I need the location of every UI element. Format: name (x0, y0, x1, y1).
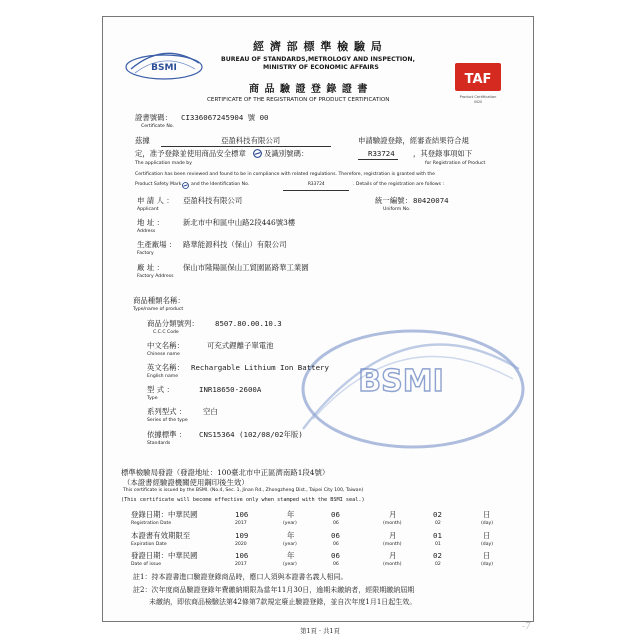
standards-value: CNS15364 (102/08/02年版) (199, 430, 303, 439)
applicant-label: 申 請 人 ： (137, 196, 174, 205)
certificate-title-en: CERTIFICATE OF THE REGISTRATION OF PRODUCT CERTIFICATION (207, 97, 390, 103)
statement-line2: 定，准予登錄並使用商品安全標章 (135, 149, 246, 158)
handwritten-mark: -7 (522, 622, 531, 632)
chinese-name-label: 中文名稱： (147, 341, 184, 350)
note-1: 註1：持本證書進口驗證登錄商品時，應口人須與本證書名義人相同。 (133, 573, 348, 581)
product-section-label-en: Type/name of product (133, 307, 184, 312)
reg-month: 06 (331, 510, 340, 519)
statement-line4-c: . Details of the registration are follows : (353, 182, 444, 187)
series-value: 空白 (203, 407, 218, 416)
factory-address-value: 保山市隆陽區保山工貿園區路華工業園 (183, 263, 309, 272)
issuer-line-3: This certificate is issued by the BSMI. (No.4, Sec. 1, Jinan Rd., Zhongzheng Dist., Taipei City 100, Taiwan) (123, 488, 364, 493)
factory-address-label: 廠 址 ： (137, 263, 164, 272)
factory-label-en: Factory (137, 251, 154, 256)
applicant-value: 亞盈科技有限公司 (183, 196, 243, 205)
taf-logo-icon (453, 59, 503, 107)
factory-address-label-en: Factory Address (137, 274, 174, 279)
statement-line4-b: and the Identification No. (191, 182, 250, 187)
factory-label: 生產廠場 ： (137, 240, 177, 249)
cert-no-label-en: Certificate No. (141, 124, 174, 129)
bsmi-logo-icon (123, 39, 205, 85)
exp-year: 109 (235, 531, 249, 540)
reg-day: 02 (433, 510, 442, 519)
svg-text:TAF: TAF (464, 72, 492, 87)
svg-text:0020: 0020 (473, 100, 483, 104)
issuer-line-2: （本證書經驗證機關使用鋼印後生效） (123, 478, 249, 487)
issue-year: 106 (235, 551, 249, 560)
svg-text:Product Certification: Product Certification (459, 95, 497, 99)
statement-line4-id: R33724 (308, 182, 325, 187)
uniform-no-label: 統一編號： (375, 196, 412, 205)
statement-line4-a: Product Safety Mark (135, 182, 182, 187)
ccc-label: 商品分類號列： (147, 319, 199, 328)
bsmi-watermark-icon (293, 309, 525, 459)
standards-label: 依據標準 ： (147, 430, 187, 439)
issue-month: 06 (331, 551, 340, 560)
factory-value: 路華能源科技（保山）有限公司 (183, 240, 287, 249)
standards-label-en: Standards (147, 441, 171, 446)
uniform-no-label-en: Uniform No. (383, 207, 411, 212)
type-value: INR18650-2600A (199, 385, 262, 394)
exp-month: 06 (331, 531, 340, 540)
statement-prefix: 茲據 (135, 136, 150, 145)
bureau-name-en-2: MINISTRY OF ECONOMIC AFFAIRS (263, 64, 379, 71)
series-label-en: Series of the type (147, 418, 188, 423)
issue-date-label: 發證日期：中華民國 (131, 551, 198, 560)
reg-year: 106 (235, 510, 249, 519)
series-label: 系列型式 ： (147, 407, 187, 416)
cert-no-value: CI336067245904 號 00 (181, 113, 269, 122)
chinese-name-label-en: Chinese name (147, 352, 180, 357)
type-label-en: Type (147, 396, 158, 401)
bureau-name-zh: 經 濟 部 標 準 檢 驗 局 (253, 40, 383, 53)
address-label-en: Address (137, 229, 156, 234)
page-number: 第1頁 · 共1頁 (300, 627, 340, 635)
statement-id-value: R33724 (368, 149, 395, 158)
statement-tail: 申請驗證登錄，經審查結果符合規 (358, 136, 469, 145)
address-label: 地 址 ： (137, 218, 164, 227)
svg-text:BSMI: BSMI (358, 364, 444, 399)
certificate-title-zh: 商 品 驗 證 登 錄 證 書 (249, 84, 369, 95)
statement-app-made-en: The application made by (135, 161, 192, 166)
statement-line3-en: Certification has been reviewed and found to be in compliance with related regulations. Therefore, registration is granted with the (135, 172, 435, 177)
type-label: 型 式 ： (147, 385, 174, 394)
bureau-name-en-1: BUREAU OF STANDARDS,METROLOGY AND INSPECTION, (221, 56, 415, 63)
statement-line2-tail: ，其登錄事項如下 (413, 149, 473, 158)
statement-registration-en: for Registration of Product (425, 161, 486, 166)
issuer-line-4: (This certificate will become effective only when stamped with the BSMI seal.) (121, 497, 365, 503)
note-2b: 未繳納，即依商品檢驗法第42條第7款規定廢止驗證登錄，並自次年度1月1日起生效。 (149, 598, 417, 606)
ccc-value: 8507.80.00.10.3 (215, 319, 282, 328)
statement-line2-mid: 及識別號碼： (264, 149, 309, 158)
svg-text:BSMI: BSMI (151, 63, 177, 73)
statement-company: 亞盈科技有限公司 (221, 136, 281, 145)
note-2a: 註2：次年度商品驗證登錄年費繳納期限為當年11月30日，逾期未繳納者，經限期繳納屆期 (133, 586, 415, 594)
english-name-label-en: English name (147, 374, 179, 379)
exp-date-label: 本證書有效期限至 (131, 531, 191, 540)
certificate-document: BSMI 經 濟 部 標 準 檢 驗 局 BUREAU OF STANDARDS,METROLOGY AND INSPECTION, MINISTRY OF ECONOMIC AFFAIRS TAF Product Certification 0020 商 品 驗 證 登 錄 證 書 CERTIFICATE OF THE REGISTRATION OF PRODUCT CERTIFICATION 證書號碼： CI336067245904 號 00 Certificate No. 茲據 亞盈科技有限公司 申請驗證登錄，經審查結果符合規 定，准予登錄並使用商品安全標章 及識別號碼： R33724 ，其登錄事項如下 The application made by for Registration of Product Certification has been reviewed and found to be in compliance with related regulations. Therefore, registration is granted with the Product Safety Mark and the Identification No. R33724 . Details of the registration are follows : 申 請 人 ： 亞盈科技有限公司 Applicant 統一編號： 80420074 Uniform No. 地 址 ： 新北市中和區中山路2段446號3樓 Address 生產廠場 ： 路華能源科技（保山）有限公司 Factory 廠 址 ： 保山市隆陽區保山工貿園區路華工業園 Factory Address BSMI 商品種類名稱： Type/name of product 商品分類號列： 8507.80.00.10.3 C.C.C Code 中文名稱： 可充式鋰離子單電池 Chinese name 英文名稱： Rechargable Lithium Ion Battery English name 型 式 ： INR18650-2600A Type 系列型式 ： 空白 Series of the type 依據標準 ： CNS15364 (102/08/02年版) Standards 標準檢驗局發證（發證地址：100臺北市中正區濟南路1段4號） （本證書經驗證機關使用鋼印後生效） This certificate is issued by the BSMI. (No.4, Sec. 1, Jinan Rd., Zhongzheng Dist., Taipei City 100, Taiwan) (This certificate will become effective only when stamped with the BSMI seal.) 登錄日期：中華民國 106 年 06 月 02 日 Registration Date 2017 (year) 06 (month) 02 (day) 本證書有效期限至 109 年 06 月 01 日 Expiration Date 2020 (year) 06 (month) 01 (day) 發證日期：中華民國 106 年 06 月 02 日 Date of issue 2017 (year) 06 (month) 02 (day) 註1：持本證書進口驗證登錄商品時，應口人須與本證書名義人相同。 註2：次年度商品驗證登錄年費繳納期限為當年11月30日，逾期未繳納者，經限期繳納屆期 未繳納，即依商品檢驗法第42條第7款規定廢止驗證登錄，並自次年度1月1日起生效。 (102, 16, 534, 622)
safety-mark-icon (253, 149, 262, 158)
issuer-line-1: 標準檢驗局發證（發證地址：100臺北市中正區濟南路1段4號） (121, 468, 330, 477)
ccc-label-en: C.C.C Code (153, 330, 179, 335)
reg-date-label: 登錄日期：中華民國 (131, 510, 198, 519)
english-name-label: 英文名稱： (147, 363, 184, 372)
product-section-label: 商品種類名稱： (133, 296, 185, 305)
issue-day: 02 (433, 551, 442, 560)
english-name-value: Rechargable Lithium Ion Battery (191, 363, 329, 372)
chinese-name-value: 可充式鋰離子單電池 (207, 341, 274, 350)
uniform-no-value: 80420074 (413, 196, 449, 205)
applicant-label-en: Applicant (137, 207, 159, 212)
address-value: 新北市中和區中山路2段446號3樓 (183, 218, 296, 227)
cert-no-label: 證書號碼： (135, 113, 172, 122)
exp-day: 01 (433, 531, 442, 540)
safety-mark-small-icon (182, 182, 189, 189)
